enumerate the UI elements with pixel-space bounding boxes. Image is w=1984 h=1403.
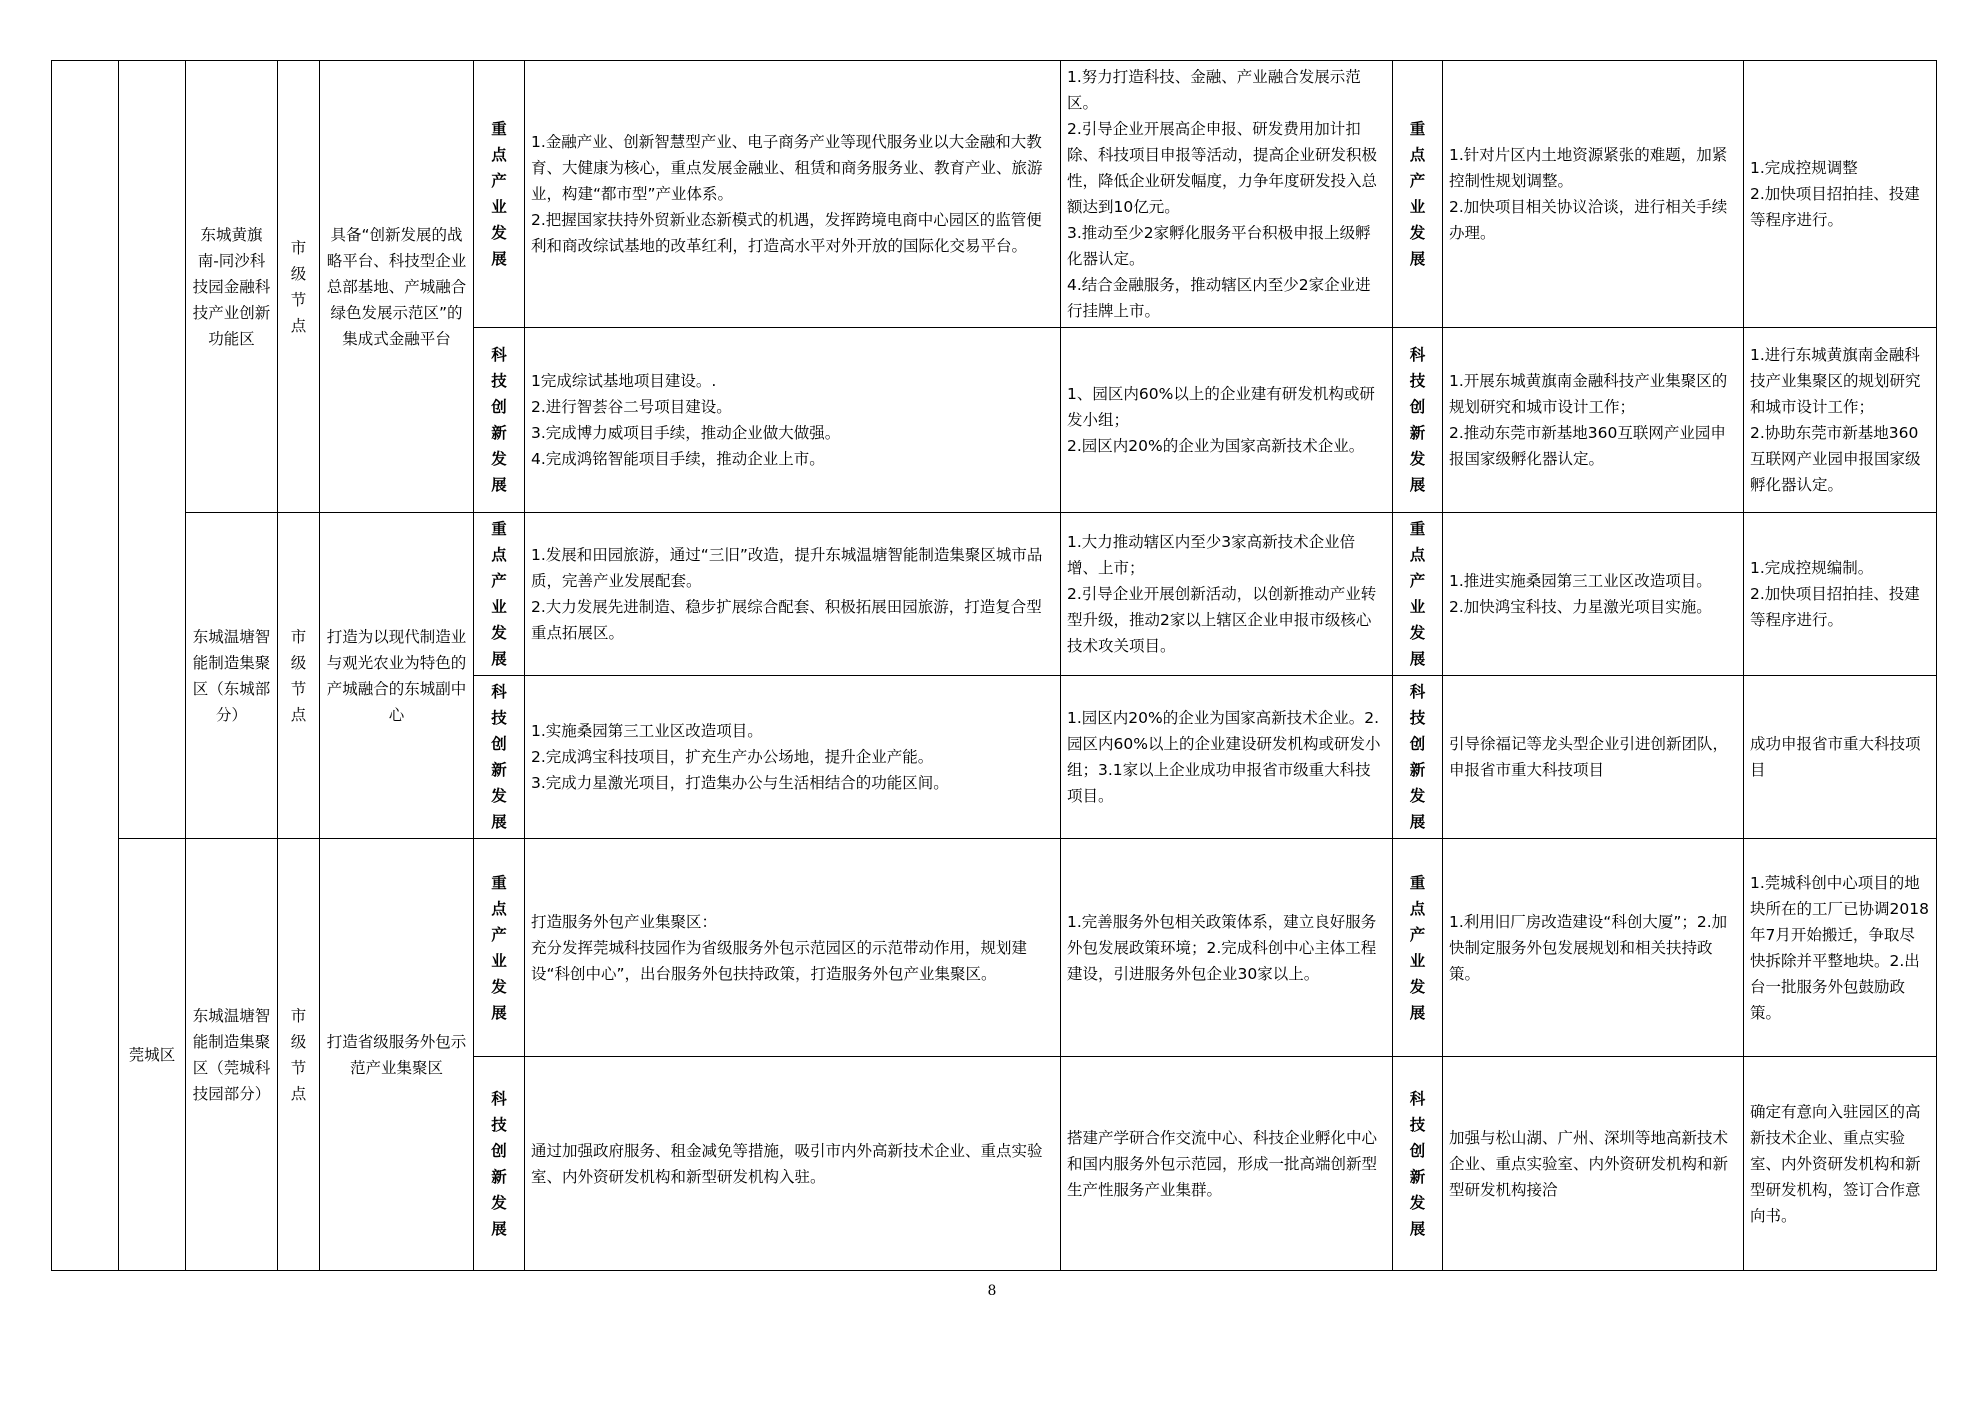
category2-cell (1393, 1057, 1443, 1271)
category2-label: 重点产业发展 (1409, 520, 1426, 668)
target-cell (525, 676, 1061, 839)
measures-cell (1443, 1057, 1744, 1271)
goal-line: 4.结合金融服务，推动辖区内至少2家企业进行挂牌上市。 (1067, 276, 1371, 320)
category-label: 科技创新发展 (491, 346, 507, 494)
area-level: 市级节点 (290, 627, 307, 724)
category2-label: 重点产业发展 (1409, 873, 1426, 1022)
measures-line: 2.加快项目相关协议洽谈，进行相关手续办理。 (1449, 198, 1728, 242)
goal-cell (1061, 61, 1393, 328)
positioning-cell (320, 839, 474, 1271)
area-positioning: 打造为以现代制造业与观光农业为特色的产城融合的东城副中心 (326, 627, 467, 724)
category2-label: 科技创新发展 (1409, 346, 1426, 494)
goal-line: 2.园区内20%的企业为国家高新技术企业。 (1067, 437, 1365, 455)
measures-line: 1.推进实施桑园第三工业区改造项目。 (1449, 572, 1712, 590)
measures-cell (1443, 676, 1744, 839)
area-positioning: 打造省级服务外包示范产业集聚区 (326, 1032, 467, 1077)
target-cell (525, 1057, 1061, 1271)
target-cell (525, 61, 1061, 328)
level-cell (278, 839, 320, 1271)
page-number: 8 (987, 1283, 997, 1299)
measures-line: 引导徐福记等龙头型企业引进创新团队，申报省市重大科技项目 (1449, 735, 1729, 779)
category-label: 重点产业发展 (491, 873, 507, 1022)
area-level: 市级节点 (290, 238, 307, 335)
goal-cell (1061, 328, 1393, 513)
measures-line: 1.利用旧厂房改造建设“科创大厦”；2.加快制定服务外包发展规划和相关扶持政策。 (1449, 912, 1728, 983)
category-label: 重点产业发展 (491, 120, 507, 268)
goal-line: 1.大力推动辖区内至少3家高新技术企业倍增、上市； (1067, 533, 1356, 577)
positioning-cell (320, 61, 474, 513)
goal-line: 搭建产学研合作交流中心、科技企业孵化中心和国内服务外包示范园，形成一批高端创新型生产性服务产业集群。 (1067, 1128, 1378, 1199)
plan-table (51, 60, 1937, 1271)
area-positioning: 具备“创新发展的战略平台、科技型企业总部基地、产城融合绿色发展示范区”的集成式金融平台 (326, 225, 467, 348)
progress-line: 1.莞城科创中心项目的地块所在的工厂已协调2018年7月开始搬迁，争取尽快拆除并平整地块。2.出台一批服务外包鼓励政策。 (1750, 873, 1929, 1022)
target-line: 4.完成鸿铭智能项目手续，推动企业上市。 (531, 450, 825, 468)
goal-line: 1.努力打造科技、金融、产业融合发展示范区。 (1067, 68, 1361, 112)
target-cell (525, 328, 1061, 513)
area-name: 东城温塘智能制造集聚区（东城部分） (192, 627, 271, 724)
goal-line: 2.引导企业开展高企申报、研发费用加计扣除、科技项目申报等活动，提高企业研发积极性，降低企业研发幅度，力争年度研发投入总额达到10亿元。 (1067, 120, 1378, 216)
area-name: 东城黄旗南-同沙科技园金融科技产业创新功能区 (192, 225, 271, 348)
blank-index-cell (52, 61, 119, 1271)
category-cell (474, 513, 525, 676)
goal-line: 3.推动至少2家孵化服务平台积极申报上级孵化器认定。 (1067, 224, 1371, 268)
target-line: 1.实施桑园第三工业区改造项目。 (531, 722, 763, 740)
measures-cell (1443, 61, 1744, 328)
target-line: 打造服务外包产业集聚区： (531, 912, 718, 931)
target-line: 2.进行智荟谷二号项目建设。 (531, 398, 732, 416)
target-line: 2.把握国家扶持外贸新业态新模式的机遇，发挥跨境电商中心园区的监管便利和商改综试基地的改革红利，打造高水平对外开放的国际化交易平台。 (531, 211, 1042, 255)
district-cell (119, 839, 186, 1271)
progress-line: 确定有意向入驻园区的高新技术企业、重点实验室、内外资研发机构和新型研发机构，签订合作意向书。 (1750, 1102, 1921, 1225)
target-line: 通过加强政府服务、租金减免等措施，吸引市内外高新技术企业、重点实验室、内外资研发机构和新型研发机构入驻。 (531, 1141, 1043, 1186)
category-cell (474, 61, 525, 328)
progress-cell (1744, 839, 1937, 1057)
category2-cell (1393, 839, 1443, 1057)
area-level: 市级节点 (290, 1006, 307, 1103)
target-line: 充分发挥莞城科技园作为省级服务外包示范园区的示范带动作用，规划建设“科创中心”，出台服务外包扶持政策，打造服务外包产业集聚区。 (531, 938, 1028, 983)
measures-cell (1443, 328, 1744, 513)
progress-line: 1.完成控规编制。 (1750, 559, 1874, 577)
progress-cell (1744, 61, 1937, 328)
goal-cell (1061, 676, 1393, 839)
category-cell (474, 328, 525, 513)
level-cell (278, 513, 320, 839)
goal-cell (1061, 513, 1393, 676)
progress-line: 2.加快项目招拍挂、投建等程序进行。 (1750, 585, 1920, 629)
district-name: 莞城区 (128, 1045, 176, 1064)
category2-cell (1393, 676, 1443, 839)
target-line: 1.发展和田园旅游，通过“三旧”改造，提升东城温塘智能制造集聚区城市品质，完善产业发展配套。 (531, 546, 1043, 590)
category-cell (474, 676, 525, 839)
progress-cell (1744, 328, 1937, 513)
category-cell (474, 1057, 525, 1271)
area-name-cell (186, 61, 278, 513)
category2-label: 科技创新发展 (1409, 1089, 1426, 1238)
measures-line: 2.加快鸿宝科技、力星激光项目实施。 (1449, 598, 1712, 616)
category2-cell (1393, 61, 1443, 328)
category-label: 科技创新发展 (491, 1089, 507, 1238)
target-line: 2.完成鸿宝科技项目，扩充生产办公场地，提升企业产能。 (531, 748, 934, 766)
measures-line: 加强与松山湖、广州、深圳等地高新技术企业、重点实验室、内外资研发机构和新型研发机构接洽 (1449, 1128, 1729, 1199)
measures-line: 2.推动东莞市新基地360互联网产业园申报国家级孵化器认定。 (1449, 424, 1726, 468)
progress-line: 1.进行东城黄旗南金融科技产业集聚区的规划研究和城市设计工作； (1750, 346, 1921, 416)
measures-line: 1.针对片区内土地资源紧张的难题，加紧控制性规划调整。 (1449, 146, 1728, 190)
positioning-cell (320, 513, 474, 839)
level-cell (278, 61, 320, 513)
area-name-cell (186, 839, 278, 1271)
progress-line: 成功申报省市重大科技项目 (1750, 735, 1921, 779)
goal-line: 2.引导企业开展创新活动，以创新推动产业转型升级，推动2家以上辖区企业申报市级核心技术攻关项目。 (1067, 585, 1377, 655)
measures-cell (1443, 839, 1744, 1057)
progress-cell (1744, 676, 1937, 839)
category-label: 科技创新发展 (491, 683, 507, 831)
category-label: 重点产业发展 (491, 520, 507, 668)
area-name: 东城温塘智能制造集聚区（莞城科技园部分） (192, 1006, 271, 1103)
progress-cell (1744, 513, 1937, 676)
target-line: 3.完成博力威项目手续，推动企业做大做强。 (531, 424, 841, 442)
measures-cell (1443, 513, 1744, 676)
goal-cell (1061, 1057, 1393, 1271)
progress-line: 1.完成控规调整 (1750, 159, 1858, 177)
target-cell (525, 513, 1061, 676)
area-name-cell (186, 513, 278, 839)
progress-cell (1744, 1057, 1937, 1271)
goal-cell (1061, 839, 1393, 1057)
category2-cell (1393, 513, 1443, 676)
goal-line: 1.园区内20%的企业为国家高新技术企业。2.园区内60%以上的企业建设研发机构或研发小组；3.1家以上企业成功申报省市级重大科技项目。 (1067, 709, 1381, 805)
category2-label: 重点产业发展 (1409, 120, 1426, 268)
category-cell (474, 839, 525, 1057)
category2-label: 科技创新发展 (1409, 683, 1426, 831)
progress-line: 2.加快项目招拍挂、投建等程序进行。 (1750, 185, 1920, 229)
goal-line: 1、园区内60%以上的企业建有研发机构或研发小组； (1067, 385, 1375, 429)
district-cell (119, 61, 186, 839)
target-line: 2.大力发展先进制造、稳步扩展综合配套、积极拓展田园旅游，打造复合型重点拓展区。 (531, 598, 1042, 642)
progress-line: 2.协助东莞市新基地360互联网产业园申报国家级孵化器认定。 (1750, 424, 1921, 494)
table-row (52, 839, 1937, 1057)
target-cell (525, 839, 1061, 1057)
target-line: 3.完成力星激光项目，打造集办公与生活相结合的功能区间。 (531, 774, 949, 792)
target-line: 1.金融产业、创新智慧型产业、电子商务产业等现代服务业以大金融和大教育、大健康为核心，重点发展金融业、租赁和商务服务业、教育产业、旅游业，构建“都市型”产业体系。 (531, 133, 1043, 203)
category2-cell (1393, 328, 1443, 513)
goal-line: 1.完善服务外包相关政策体系，建立良好服务外包发展政策环境；2.完成科创中心主体工程建设，引进服务外包企业30家以上。 (1067, 912, 1377, 983)
table-row (52, 61, 1937, 328)
table-row (52, 513, 1937, 676)
target-line: 1完成综试基地项目建设。. (531, 372, 717, 390)
measures-line: 1.开展东城黄旗南金融科技产业集聚区的规划研究和城市设计工作； (1449, 372, 1728, 416)
